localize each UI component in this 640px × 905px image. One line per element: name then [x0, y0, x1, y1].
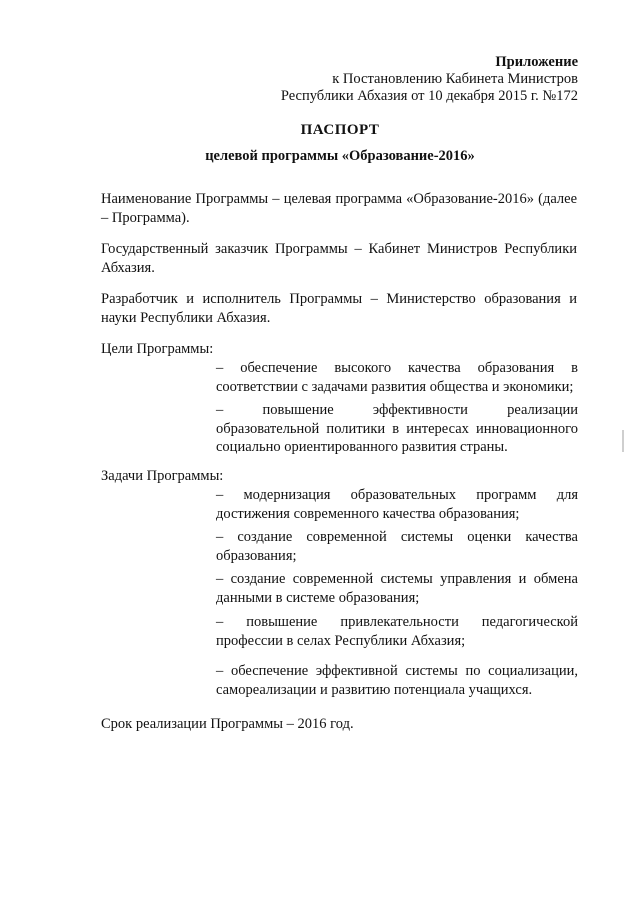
appendix-line-2: Республики Абхазия от 10 декабря 2015 г. №172	[280, 88, 578, 104]
task-item-5: – обеспечение эффективной системы по социализации, самореализации и развитию потенциала учащихся.	[216, 663, 578, 698]
task-item-3: – создание современной системы управления и обмена данными в системе образования;	[216, 571, 578, 606]
task-item-4: – повышение привлекательности педагогической профессии в селах Республики Абхазия;	[216, 614, 578, 649]
program-developer-paragraph: Разработчик и исполнитель Программы – Министерство образования и науки Республики Абхазия.	[101, 291, 577, 326]
appendix-label: Приложение	[495, 54, 578, 70]
scan-artifact	[622, 430, 624, 452]
goal-item-1: – обеспечение высокого качества образования в соответствии с задачами развития общества и экономики;	[216, 360, 578, 395]
document-subtitle: целевой программы «Образование-2016»	[205, 148, 475, 164]
program-term-paragraph: Срок реализации Программы – 2016 год.	[101, 716, 354, 732]
appendix-line-1: к Постановлению Кабинета Министров	[332, 71, 578, 87]
task-item-2: – создание современной системы оценки качества образования;	[216, 529, 578, 564]
tasks-label: Задачи Программы:	[101, 468, 224, 484]
program-customer-paragraph: Государственный заказчик Программы – Кабинет Министров Республики Абхазия.	[101, 241, 577, 276]
program-name-paragraph: Наименование Программы – целевая программа «Образование-2016» (далее – Программа).	[101, 191, 577, 226]
goal-item-2: – повышение эффективности реализации образовательной политики в интересах инновационного социально ориентированного развития страны.	[216, 402, 578, 455]
document-title: ПАСПОРТ	[300, 122, 380, 138]
task-item-1: – модернизация образовательных программ для достижения современного качества образования;	[216, 487, 578, 522]
appendix-header	[281, 54, 578, 105]
goals-label: Цели Программы:	[101, 341, 214, 357]
